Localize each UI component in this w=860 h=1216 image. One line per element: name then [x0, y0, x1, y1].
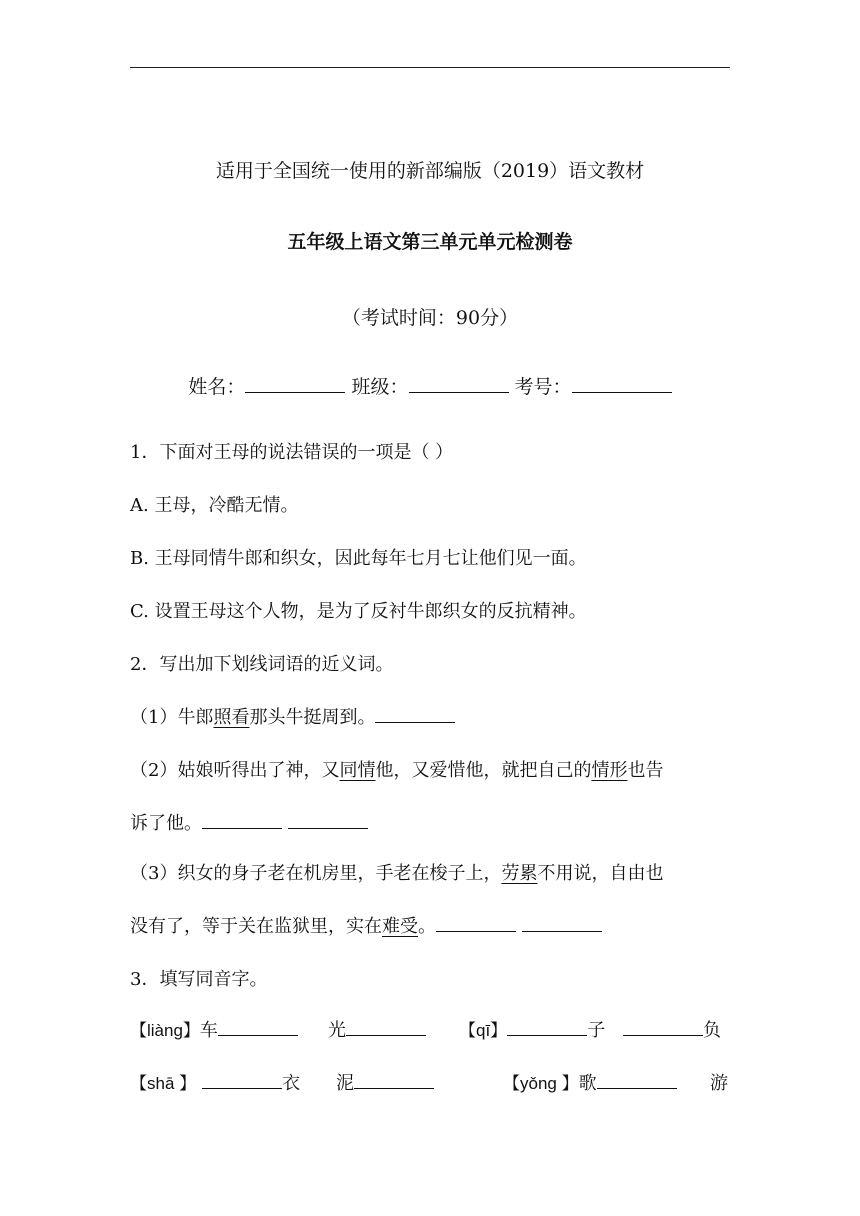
answer-blank[interactable]: [522, 915, 602, 932]
answer-blank[interactable]: [436, 915, 516, 932]
q3-row1-group3: [459, 1016, 605, 1042]
answer-blank[interactable]: [346, 1019, 426, 1036]
pinyin-label: 【qī】: [459, 1021, 508, 1040]
q3-row2-group1: [130, 1069, 300, 1095]
answer-blank[interactable]: [354, 1072, 434, 1089]
underlined-word: 劳累: [501, 863, 538, 884]
q1-option-c: C. 设置王母这个人物，是为了反衬牛郎织女的反抗精神。: [130, 601, 587, 622]
q2-s2-text: 诉了他。: [130, 813, 202, 834]
answer-blank[interactable]: [202, 812, 282, 829]
q2-sentence-2-cont: [130, 809, 368, 835]
pinyin-label: 【yǒng 】: [503, 1074, 579, 1093]
pinyin-label: 【shā 】: [130, 1074, 197, 1093]
q2-s3-text: 。: [418, 916, 436, 937]
underlined-word: 同情: [339, 760, 376, 781]
char: 衣: [282, 1073, 301, 1094]
q2-sentence-1: [130, 703, 455, 729]
answer-blank[interactable]: [202, 1072, 282, 1089]
underlined-word: 难受: [382, 916, 418, 937]
student-info: [0, 372, 860, 399]
q3-row2-group3: [503, 1069, 677, 1095]
q3-row2-group4: [710, 1069, 728, 1095]
q2-s2-text: （2）姑娘听得出了神，又: [130, 760, 340, 781]
char: 游: [710, 1073, 728, 1094]
q2-s3-text: 没有了，等于关在监狱里，实在: [130, 916, 382, 937]
underlined-word: 照看: [213, 707, 250, 728]
answer-blank[interactable]: [507, 1019, 587, 1036]
char: 歌: [578, 1073, 597, 1094]
q1-option-a: A. 王母，冷酷无情。: [130, 495, 299, 516]
q2-sentence-3: [130, 859, 663, 885]
char: 子: [587, 1020, 606, 1041]
q2-s2-text: 他，又爱惜他，就把自己的: [375, 760, 592, 781]
q1-option-b: B. 王母同情牛郎和织女，因此每年七月七让他们见一面。: [130, 548, 587, 569]
exam-subtitle: 适用于全国统一使用的新部编版（2019）语文教材: [215, 160, 645, 182]
q2-s2-text: 也告: [627, 760, 664, 781]
q2-s1-text: （1）牛郎: [130, 707, 214, 728]
char: 车: [199, 1020, 218, 1041]
q2-s3-text: 不用说，自由也: [537, 863, 664, 884]
name-label: 姓名：: [188, 376, 246, 398]
q2-sentence-3-cont: [130, 912, 602, 938]
answer-blank[interactable]: [288, 812, 368, 829]
answer-blank[interactable]: [218, 1019, 298, 1036]
exam-time: （考试时间：90分）: [341, 307, 519, 329]
q3-row1-group2: [328, 1016, 426, 1042]
q3-row1-group4: [623, 1016, 721, 1042]
number-label: 考号：: [514, 376, 572, 398]
exam-title: 五年级上语文第三单元单元检测卷: [287, 231, 573, 253]
char: 光: [328, 1020, 346, 1041]
q3-row1-group1: [130, 1016, 298, 1042]
answer-blank[interactable]: [597, 1072, 677, 1089]
q2-sentence-2: [130, 756, 663, 782]
answer-blank[interactable]: [623, 1019, 703, 1036]
q3-row2-group2: [336, 1069, 434, 1095]
q1-stem: 1．下面对王母的说法错误的一项是（ ）: [130, 442, 454, 463]
underlined-word: 情形: [591, 760, 628, 781]
number-field[interactable]: [572, 374, 672, 393]
class-field[interactable]: [409, 374, 509, 393]
header-rule: [130, 67, 730, 68]
class-label: 班级：: [351, 376, 409, 398]
char: 泥: [336, 1073, 354, 1094]
q2-stem: 2．写出加下划线词语的近义词。: [130, 654, 394, 675]
answer-blank[interactable]: [375, 706, 455, 723]
q2-s1-text: 那头牛挺周到。: [249, 707, 376, 728]
q3-stem: 3．填写同音字。: [130, 969, 268, 990]
pinyin-label: 【liàng】: [130, 1021, 200, 1040]
q2-s3-text: （3）织女的身子老在机房里，手老在梭子上，: [130, 863, 502, 884]
name-field[interactable]: [245, 374, 345, 393]
char: 负: [703, 1020, 721, 1041]
